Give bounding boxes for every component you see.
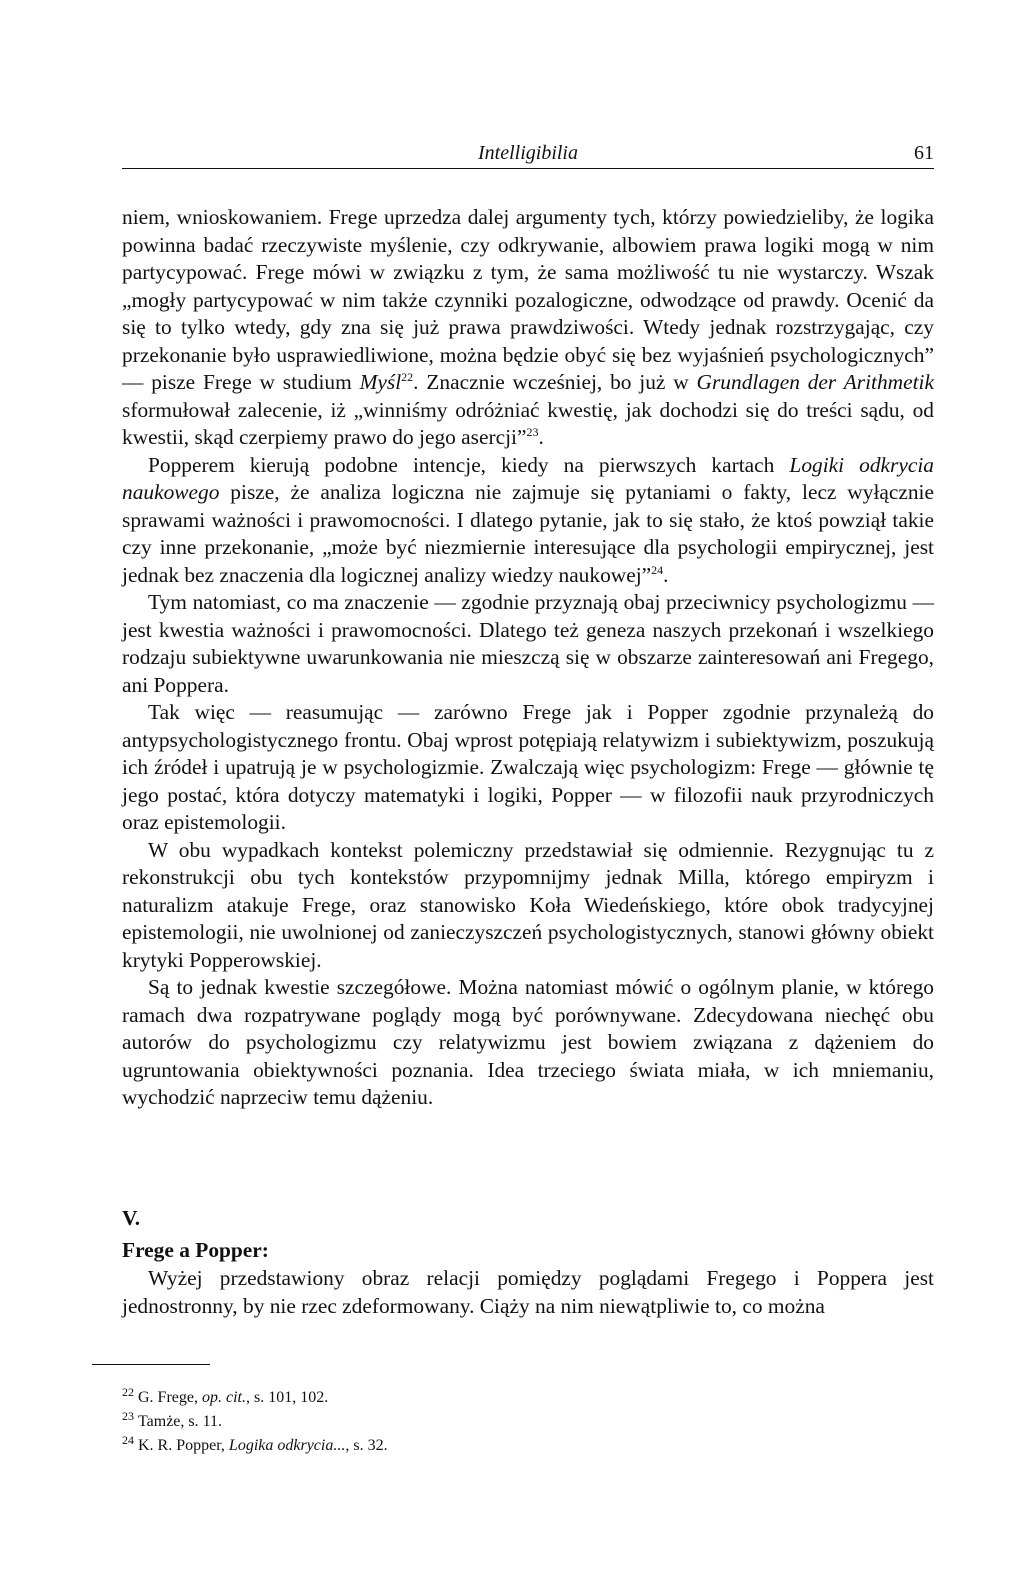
italic-text: Logika odkrycia... xyxy=(228,1437,346,1454)
text-run: sformułował zalecenie, iż „winniśmy odróżniać kwestię, jak dochodzi się do treści sądu, od kwestii, skąd czerpiemy prawo do jego asercji” xyxy=(122,397,934,449)
italic-text: Grundlagen der Arithmetik xyxy=(696,370,934,394)
footnotes xyxy=(122,1386,934,1458)
italic-text: Logiki odkrycia naukowego xyxy=(122,452,934,504)
paragraph xyxy=(122,699,934,837)
italic-text: Myśl xyxy=(359,370,402,394)
paragraph xyxy=(122,837,934,975)
footnote-number: 23 xyxy=(122,1408,134,1423)
footnote-divider xyxy=(92,1364,210,1365)
section-number: V. xyxy=(122,1206,141,1230)
text-run: pisze, że analiza logiczna nie zajmuje się pytaniami o fakty, lecz wyłącznie sprawami ważności i prawomocności. I dlatego pytanie, jak to się stało, że ktoś powziął takie czy inne przekonanie, „może być niezmiernie interesujące dla psychologii empirycznej, jest jednak bez znaczenia dla logicznej analizy wiedzy naukowej” xyxy=(122,480,934,587)
running-title: Intelligibilia xyxy=(478,142,578,164)
footnote-reference: 23 xyxy=(526,424,539,439)
text-run: Są to jednak kwestie szczegółowe. Można natomiast mówić o ogólnym planie, w którego ramach dwa rozpatrywane poglądy mogą być porównywane. Zdecydowana niechęć obu autorów do psychologizmu czy relatywizmu jest bowiem związana z dążeniem do ugruntowania obiektywności poznania. Idea trzeciego świata miała, w ich mniemaniu, wychodzić naprzeciw temu dążeniu. xyxy=(122,975,934,1109)
footnote xyxy=(122,1434,934,1458)
text-run: . xyxy=(663,562,669,587)
paragraph xyxy=(122,589,934,699)
text-run: . Znacznie wcześniej, bo już w xyxy=(413,370,697,394)
text-run: . xyxy=(538,425,544,449)
text-run: niem, wnioskowaniem. Frege uprzedza dalej argumenty tych, którzy powiedzieliby, że logika powinna badać rzeczywiste myślenie, czy odkrywanie, albowiem prawa logiki mogą w nim partycypować. Frege mówi w związku z tym, że sama możliwość tu nie wystarczy. Wszak „mogły partycypować w nim także czynniki pozalogiczne, odwodzące od prawdy. Ocenić da się to tylko wtedy, gdy zna się już prawa prawdziwości. Wtedy jednak rozstrzygając, czy przekonanie było usprawiedliwione, można będzie obyć się bez wyjaśnień psychologicznych” — pisze Frege w studium xyxy=(122,205,934,394)
paragraph xyxy=(122,204,934,452)
body-text xyxy=(122,204,934,1112)
footnote-reference: 24 xyxy=(651,562,664,577)
footnote xyxy=(122,1386,934,1410)
text-run: K. R. Popper, xyxy=(138,1437,229,1454)
footnote-number: 22 xyxy=(122,1384,134,1399)
section-title: Frege a Popper: xyxy=(122,1238,269,1262)
text-run: G. Frege, xyxy=(138,1389,202,1406)
footnote xyxy=(122,1410,934,1434)
paragraph xyxy=(122,452,934,590)
paragraph: Wyżej przedstawiony obraz relacji pomiędzy poglądami Fregego i Poppera jest jednostronny, by nie rzec zdeformowany. Ciąży na nim niewątpliwie to, co można xyxy=(122,1266,934,1318)
footnote-number: 24 xyxy=(122,1432,134,1447)
continuation-text xyxy=(122,1265,934,1320)
running-head xyxy=(122,142,934,169)
text-run: , s. 101, 102. xyxy=(245,1389,329,1406)
paragraph xyxy=(122,974,934,1112)
italic-text: op. cit. xyxy=(201,1389,246,1406)
text-run: Popperem kierują podobne intencje, kiedy na pierwszych kartach xyxy=(148,452,790,477)
text-run: W obu wypadkach kontekst polemiczny przedstawiał się odmiennie. Rezygnując tu z rekonstrukcji obu tych kontekstów przypomnijmy jednak Milla, którego empiryzm i naturalizm atakuje Frege, oraz stanowisko Koła Wiedeńskiego, które obok tradycyjnej epistemologii, nie uwolnionej od zanieczyszczeń psychologistycznych, stanowi główny obiekt krytyki Popperowskiej. xyxy=(122,837,934,972)
text-run: Tamże, s. 11. xyxy=(138,1413,223,1430)
footnote-reference: 22 xyxy=(401,369,414,384)
text-run: , s. 32. xyxy=(345,1437,388,1454)
text-run: Tak więc — reasumując — zarówno Frege jak i Popper zgodnie przynależą do antypsychologistycznego frontu. Obaj wprost potępiają relatywizm i subiektywizm, poszukują ich źródeł i upatrują je w psychologizmie. Zwalczają więc psychologizm: Frege — głównie tę jego postać, która dotyczy matematyki i logiki, Popper — w filozofii nauk przyrodniczych oraz epistemologii. xyxy=(122,700,934,834)
page-number: 61 xyxy=(914,142,934,164)
text-run: Tym natomiast, co ma znaczenie — zgodnie przyznają obaj przeciwnicy psychologizmu — jest kwestia ważności i prawomocności. Dlatego też geneza naszych przekonań i wszelkiego rodzaju subiektywne uwarunkowania nie mieszczą się w obszarze zainteresowań ani Fregego, ani Poppera. xyxy=(122,590,934,697)
